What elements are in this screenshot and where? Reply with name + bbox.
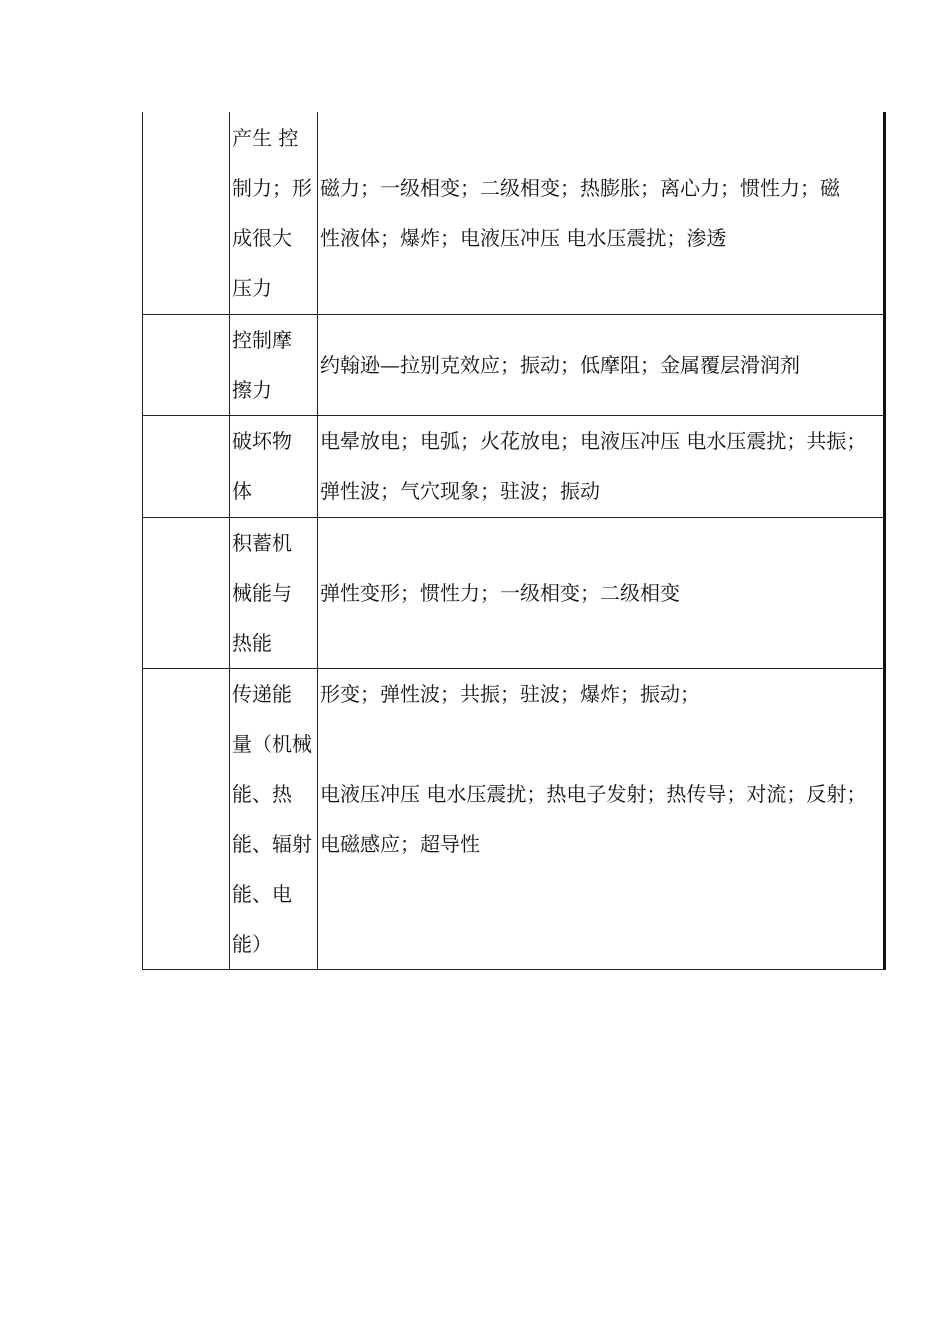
effects-cell bbox=[318, 314, 885, 415]
function-line: 传递能 bbox=[232, 681, 292, 706]
function-line: 能、辐射 bbox=[232, 831, 312, 856]
table-cell-empty bbox=[143, 517, 230, 668]
table-row bbox=[143, 668, 885, 969]
function-line: 能、热 bbox=[232, 781, 292, 806]
table-cell-empty bbox=[143, 112, 230, 314]
function-line: 制力；形 bbox=[232, 175, 312, 200]
function-line: 体 bbox=[232, 479, 252, 503]
effects-line: 弹性变形；惯性力；一级相变；二级相变 bbox=[320, 580, 680, 605]
function-cell bbox=[230, 668, 318, 969]
effects-cell bbox=[318, 415, 885, 517]
effects-cell bbox=[318, 668, 885, 969]
function-line: 破坏物 bbox=[232, 429, 292, 453]
table-row bbox=[143, 415, 885, 517]
effects-line: 电晕放电；电弧；火花放电；电液压冲压 电水压震扰；共振； bbox=[320, 429, 867, 453]
function-cell bbox=[230, 314, 318, 415]
function-line: 械能与 bbox=[232, 580, 292, 605]
function-line: 成很大 bbox=[232, 225, 292, 250]
table-cell-empty bbox=[143, 668, 230, 969]
effects-line: 磁力；一级相变；二级相变；热膨胀；离心力；惯性力；磁 bbox=[320, 175, 840, 200]
effects-spacer bbox=[320, 719, 883, 769]
function-cell bbox=[230, 415, 318, 517]
table-row bbox=[143, 517, 885, 668]
effects-cell bbox=[318, 112, 885, 314]
table-row bbox=[143, 314, 885, 415]
function-line: 量（机械 bbox=[232, 731, 312, 756]
function-cell bbox=[230, 517, 318, 668]
function-line: 控制摩 bbox=[232, 327, 292, 352]
function-line: 压力 bbox=[232, 275, 272, 300]
effects-cell bbox=[318, 517, 885, 668]
effects-line: 形变；弹性波；共振；驻波；爆炸；振动； bbox=[320, 681, 700, 706]
effects-table bbox=[142, 112, 880, 970]
effects-line: 弹性波；气穴现象；驻波；振动 bbox=[320, 479, 600, 503]
effects-table-grid bbox=[142, 112, 886, 970]
table-row bbox=[143, 112, 885, 314]
function-line: 热能 bbox=[232, 630, 272, 655]
effects-line: 性液体；爆炸；电液压冲压 电水压震扰；渗透 bbox=[320, 225, 727, 250]
function-line: 产生 控 bbox=[232, 125, 299, 150]
function-line: 能、电 bbox=[232, 881, 292, 906]
effects-line: 电液压冲压 电水压震扰；热电子发射；热传导；对流；反射； bbox=[320, 781, 867, 806]
effects-line: 电磁感应；超导性 bbox=[320, 831, 480, 856]
function-line: 积蓄机 bbox=[232, 530, 292, 555]
table-cell-empty bbox=[143, 314, 230, 415]
function-line: 能） bbox=[232, 931, 272, 956]
table-cell-empty bbox=[143, 415, 230, 517]
effects-line: 约翰逊—拉别克效应；振动；低摩阻；金属覆层滑润剂 bbox=[320, 352, 800, 377]
function-cell bbox=[230, 112, 318, 314]
function-line: 擦力 bbox=[232, 377, 272, 402]
